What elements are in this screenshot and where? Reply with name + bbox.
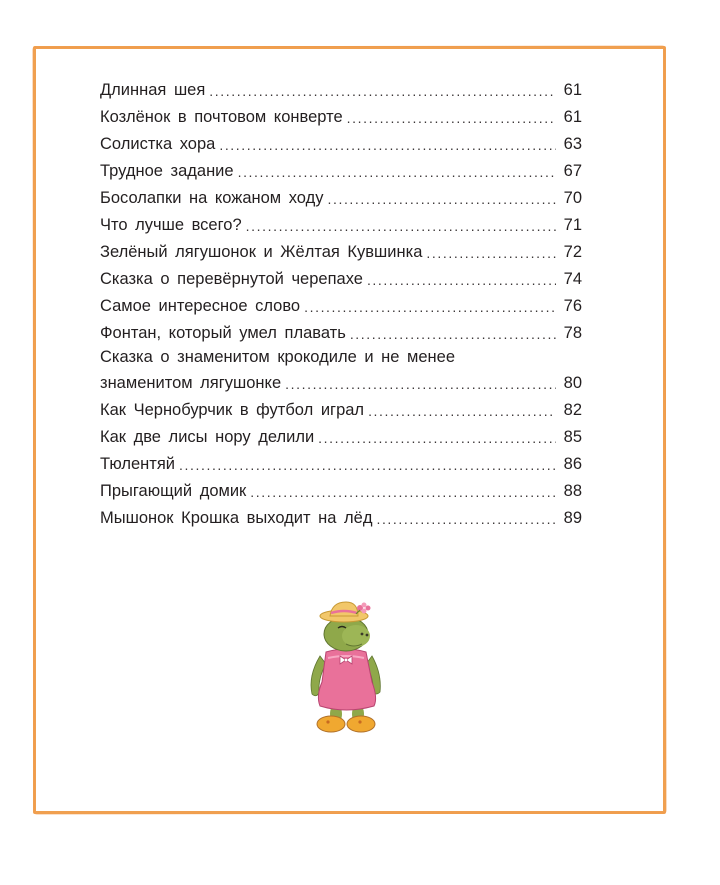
toc-entry-title: Босолапки на кожаном ходу — [100, 189, 324, 207]
dot-leader — [376, 509, 556, 527]
toc-entry-title: Как две лисы нору делили — [100, 428, 315, 446]
toc-entry[interactable] — [100, 153, 582, 180]
dot-leader — [179, 455, 556, 473]
left-shoe — [317, 716, 345, 732]
toc-entry-page: 67 — [563, 162, 582, 180]
dot-leader — [219, 135, 556, 153]
toc-entry-title: Трудное задание — [100, 162, 234, 180]
dot-leader — [250, 482, 556, 500]
dot-leader — [426, 243, 556, 261]
toc-entry[interactable] — [100, 180, 582, 207]
dot-leader — [327, 189, 556, 207]
toc-entry[interactable] — [100, 500, 582, 527]
dot-leader — [238, 162, 556, 180]
toc-entry[interactable] — [100, 72, 582, 99]
toc-entry-title: Зелёный лягушонок и Жёлтая Кувшинка — [100, 243, 423, 261]
toc-entry[interactable] — [100, 234, 582, 261]
toc-entry-page: 72 — [563, 243, 582, 261]
toc-entry[interactable] — [100, 473, 582, 500]
dot-leader — [285, 374, 556, 392]
toc-entry-title: Прыгающий домик — [100, 482, 247, 500]
toc-entry-title: Как Чернобурчик в футбол играл — [100, 401, 365, 419]
table-of-contents — [100, 72, 582, 527]
dot-leader — [347, 108, 556, 126]
toc-entry-page: 82 — [563, 401, 582, 419]
toc-entry-page: 78 — [563, 324, 582, 342]
toc-entry-page: 89 — [563, 509, 582, 527]
toc-entry[interactable] — [100, 99, 582, 126]
toc-entry[interactable] — [100, 446, 582, 473]
dot-leader — [246, 216, 556, 234]
toc-entry-page: 61 — [563, 108, 582, 126]
toc-entry-title: Тюлентяй — [100, 455, 175, 473]
dot-leader — [304, 297, 556, 315]
toc-entry-title: Сказка о перевёрнутой черепахе — [100, 270, 363, 288]
dot-leader — [318, 428, 556, 446]
toc-entry-page: 63 — [563, 135, 582, 153]
hippo-in-pink-dress-icon — [298, 598, 390, 738]
toc-entry-title: Что лучше всего? — [100, 216, 242, 234]
dot-leader — [350, 324, 556, 342]
toc-entry-page: 85 — [563, 428, 582, 446]
toc-entry[interactable] — [100, 419, 582, 446]
toc-entry-page: 88 — [563, 482, 582, 500]
pink-dress — [318, 649, 375, 710]
toc-entry-title: Самое интересное слово — [100, 297, 301, 315]
toc-entry[interactable] — [100, 261, 582, 288]
toc-entry-title: Мышонок Крошка выходит на лёд — [100, 509, 373, 527]
toc-entry[interactable] — [100, 342, 582, 392]
right-shoe — [347, 716, 375, 732]
dot-leader — [209, 81, 556, 99]
toc-entry-title: Солистка хора — [100, 135, 216, 153]
toc-entry-page: 61 — [563, 81, 582, 99]
dot-leader — [367, 270, 556, 288]
toc-entry[interactable] — [100, 392, 582, 419]
toc-entry-page: 76 — [563, 297, 582, 315]
toc-entry-title-line1: Сказка о знаменитом крокодиле и не менее — [100, 348, 456, 366]
toc-entry-title: Козлёнок в почтовом конверте — [100, 108, 343, 126]
toc-entry-page: 70 — [563, 189, 582, 207]
toc-entry[interactable] — [100, 288, 582, 315]
toc-entry[interactable] — [100, 207, 582, 234]
toc-entry-title-line2: знаменитом лягушонке — [100, 374, 282, 392]
toc-entry-page: 86 — [563, 455, 582, 473]
toc-entry-page: 80 — [563, 374, 582, 392]
dot-leader — [368, 401, 556, 419]
toc-entry-page: 71 — [563, 216, 582, 234]
toc-entry-title: Длинная шея — [100, 81, 206, 99]
toc-entry-page: 74 — [563, 270, 582, 288]
toc-entry[interactable] — [100, 126, 582, 153]
toc-entry-line2 — [100, 374, 582, 392]
toc-entry-title: Фонтан, который умел плавать — [100, 324, 346, 342]
toc-entry[interactable] — [100, 315, 582, 342]
